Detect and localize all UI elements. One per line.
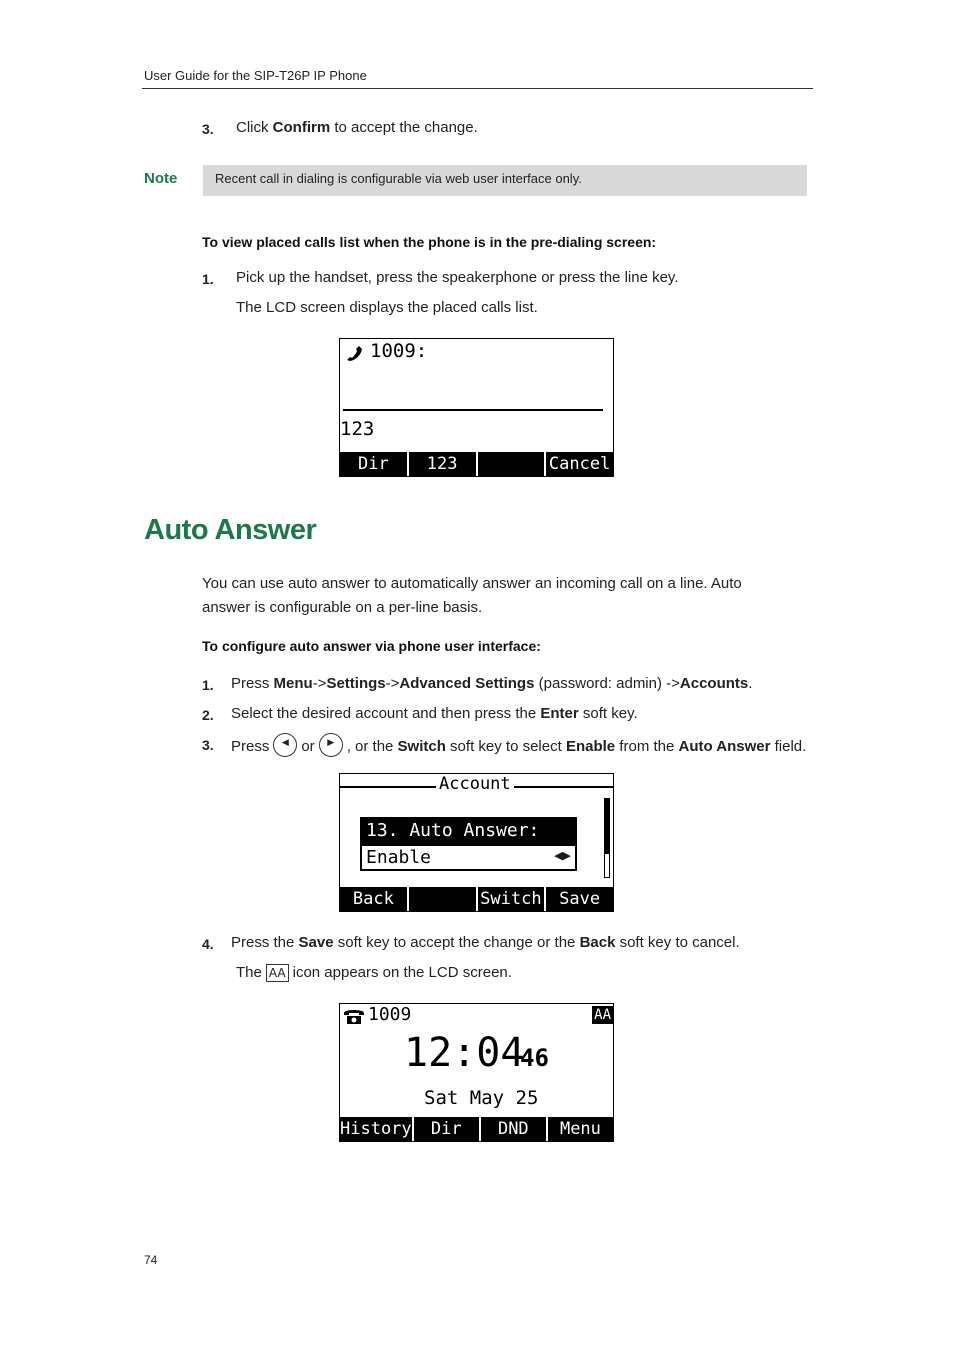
step-number: 3. <box>202 121 214 137</box>
step-text: Press <box>231 675 274 692</box>
switch-key: Switch <box>397 737 446 755</box>
step-number: 4. <box>202 936 214 952</box>
step-subtext <box>236 964 512 982</box>
softkey-dir[interactable]: Dir <box>340 452 409 476</box>
left-right-arrows-icon: ◀▶ <box>554 850 571 862</box>
step-text: soft key. <box>578 705 638 722</box>
step-number: 2. <box>202 707 214 723</box>
step-text: . <box>748 675 753 692</box>
confirm-key: Confirm <box>272 119 331 136</box>
step-text: soft key to accept the change or the <box>333 934 580 951</box>
step-text: Click <box>236 119 273 136</box>
procedure-title: To view placed calls list when the phone is in the pre-dialing screen: <box>202 234 657 250</box>
lcd-account-screen <box>339 773 614 912</box>
lcd-value-box[interactable] <box>360 844 577 871</box>
step-text: Press <box>231 737 270 755</box>
lcd-entry: 123 <box>340 418 375 440</box>
step-text: Select the desired account and then press the <box>231 705 541 722</box>
step-text: (password: admin) -> <box>534 675 680 692</box>
softkey-bar <box>340 1117 613 1141</box>
softkey-empty[interactable] <box>409 887 478 911</box>
intro-line: You can use auto answer to automatically answer an incoming call on a line. Auto <box>202 575 742 592</box>
note-label: Note <box>144 170 178 187</box>
phone-icon <box>342 1007 366 1025</box>
step-number: 1. <box>202 271 214 287</box>
section-title: Auto Answer <box>144 514 317 546</box>
step-text: The <box>236 964 262 981</box>
softkey-123[interactable]: 123 <box>409 452 478 476</box>
step-text: to accept the change. <box>330 119 478 136</box>
settings-menu: Settings <box>326 675 386 692</box>
page-number: 74 <box>144 1253 158 1267</box>
clock-time: 12:04 <box>404 1030 525 1076</box>
right-nav-key-icon: ▶ <box>319 733 343 757</box>
lcd-account-line: 1009: <box>370 340 428 362</box>
step-text: from the <box>615 737 679 755</box>
intro-line: answer is configurable on a per-line basis. <box>202 599 483 616</box>
step-text: , or the <box>346 737 398 755</box>
intro-paragraph <box>202 572 802 620</box>
note-text: Recent call in dialing is configurable via web user interface only. <box>215 171 582 186</box>
accounts-menu: Accounts <box>679 675 749 692</box>
clock-seconds: 46 <box>520 1044 549 1072</box>
menu-key: Menu <box>273 675 313 692</box>
step-number: 1. <box>202 677 214 693</box>
enable-option: Enable <box>565 737 616 755</box>
softkey-bar <box>340 887 613 911</box>
lcd-dialing-screen <box>339 338 614 477</box>
scrollbar[interactable] <box>604 798 610 878</box>
softkey-back[interactable]: Back <box>340 887 409 911</box>
save-key: Save <box>298 934 334 951</box>
step-text: soft key to select <box>445 737 566 755</box>
back-key: Back <box>579 934 616 951</box>
lcd-field-label: 13. Auto Answer: <box>360 817 577 844</box>
step-text: or <box>301 737 315 755</box>
lcd-value: Enable <box>366 847 432 868</box>
step-text: Pick up the handset, press the speakerphone or press the line key. <box>236 269 679 286</box>
running-header: User Guide for the SIP-T26P IP Phone <box>144 68 367 83</box>
header-rule <box>142 88 813 89</box>
step-number: 3. <box>202 737 214 753</box>
softkey-cancel[interactable]: Cancel <box>548 454 611 474</box>
clock-date: Sat May 25 <box>424 1087 539 1109</box>
lcd-title: Account <box>436 774 514 794</box>
lcd-account-line: 1009 <box>368 1004 412 1025</box>
auto-answer-field: Auto Answer <box>678 737 771 755</box>
auto-answer-icon: AA <box>266 964 289 982</box>
input-underline <box>343 409 603 411</box>
step-text: Press the <box>231 934 299 951</box>
step-text: field. <box>770 737 807 755</box>
advanced-settings-menu: Advanced Settings <box>399 675 535 692</box>
auto-answer-icon: AA <box>594 1007 611 1023</box>
step-text: icon appears on the LCD screen. <box>292 964 512 981</box>
step-subtext: The LCD screen displays the placed calls list. <box>236 299 538 316</box>
handset-icon <box>344 343 364 363</box>
softkey-empty[interactable] <box>478 452 547 476</box>
note-box <box>203 165 807 196</box>
lcd-idle-screen <box>339 1003 614 1142</box>
softkey-dir[interactable]: Dir <box>414 1117 481 1141</box>
arrow: -> <box>312 675 327 692</box>
step-text: soft key to cancel. <box>615 934 740 951</box>
arrow: -> <box>385 675 400 692</box>
softkey-dnd[interactable]: DND <box>481 1117 548 1141</box>
softkey-menu[interactable]: Menu <box>559 1119 601 1139</box>
left-nav-key-icon: ◀ <box>273 733 297 757</box>
softkey-bar <box>340 452 613 476</box>
softkey-history[interactable]: History <box>340 1119 412 1139</box>
softkey-save[interactable]: Save <box>559 889 601 909</box>
softkey-switch[interactable]: Switch <box>478 887 547 911</box>
enter-key: Enter <box>540 705 579 722</box>
procedure-title: To configure auto answer via phone user interface: <box>202 638 541 654</box>
